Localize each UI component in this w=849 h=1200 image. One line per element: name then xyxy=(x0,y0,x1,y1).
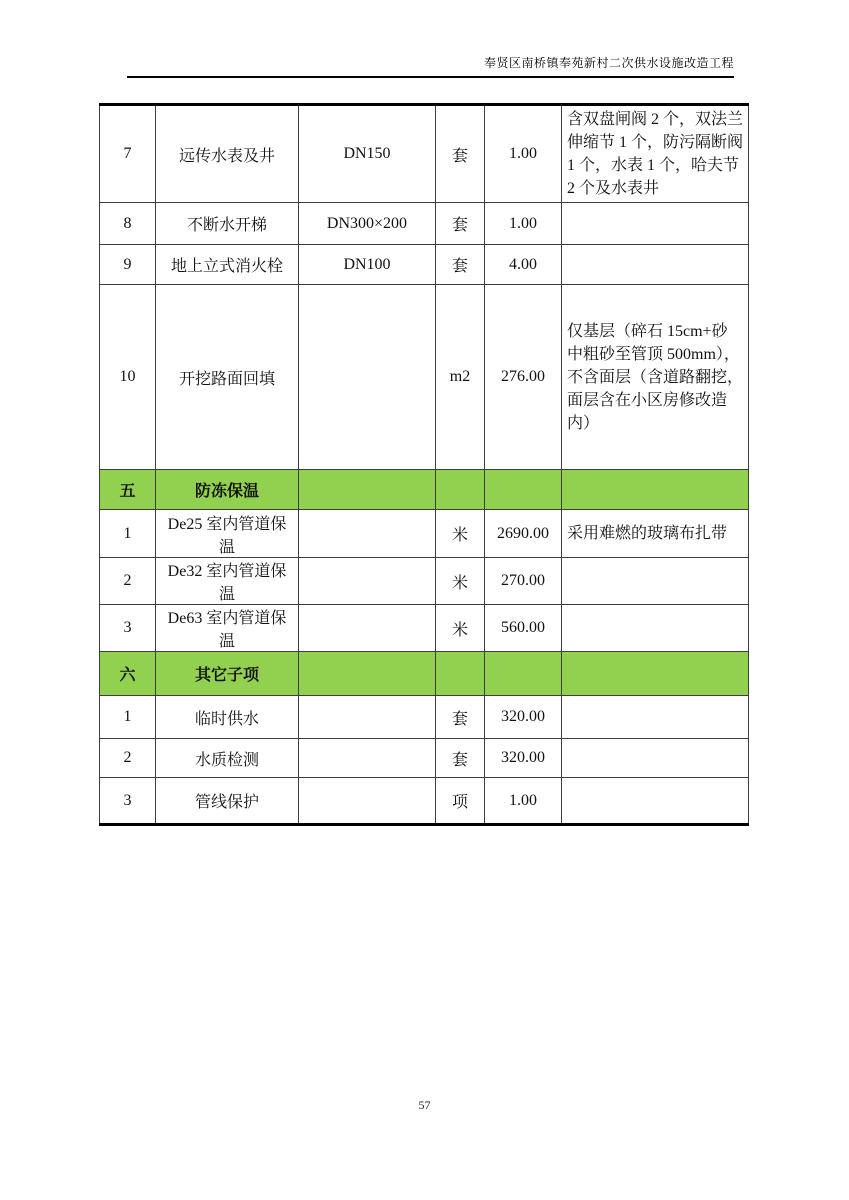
cell-no: 7 xyxy=(100,105,156,203)
cell-name: 开挖路面回填 xyxy=(156,285,299,470)
cell-spec xyxy=(299,285,436,470)
cell-qty: 1.00 xyxy=(485,203,562,245)
cell-remark: 仅基层（碎石 15cm+砂中粗砂至管顶 500mm），不含面层（含道路翻挖，面层含在小区房修改造内） xyxy=(562,285,749,470)
cell-remark xyxy=(562,696,749,739)
cell-remark: 采用难燃的玻璃布扎带 xyxy=(562,510,749,558)
section-cell-remark xyxy=(562,652,749,696)
cell-name: De25 室内管道保温 xyxy=(156,510,299,558)
cell-no: 3 xyxy=(100,778,156,825)
cell-qty: 270.00 xyxy=(485,558,562,605)
cell-unit: 套 xyxy=(436,105,485,203)
cell-no: 1 xyxy=(100,696,156,739)
section-cell-remark xyxy=(562,470,749,510)
section-cell-unit xyxy=(436,652,485,696)
cell-spec xyxy=(299,696,436,739)
cell-remark xyxy=(562,203,749,245)
cell-unit: 项 xyxy=(436,778,485,825)
cell-no: 2 xyxy=(100,739,156,778)
cell-no: 2 xyxy=(100,558,156,605)
table-row xyxy=(100,558,749,605)
cell-remark xyxy=(562,739,749,778)
section-cell-no: 六 xyxy=(100,652,156,696)
cell-name: 远传水表及井 xyxy=(156,105,299,203)
section-cell-qty xyxy=(485,652,562,696)
table-row xyxy=(100,245,749,285)
cell-unit: 套 xyxy=(436,203,485,245)
cell-unit: 套 xyxy=(436,245,485,285)
cell-spec: DN100 xyxy=(299,245,436,285)
cell-spec xyxy=(299,739,436,778)
cell-spec: DN150 xyxy=(299,105,436,203)
cell-spec xyxy=(299,558,436,605)
table-row xyxy=(100,510,749,558)
cell-no: 1 xyxy=(100,510,156,558)
section-cell-name: 其它子项 xyxy=(156,652,299,696)
bill-of-quantities-table xyxy=(99,103,749,826)
cell-name: 地上立式消火栓 xyxy=(156,245,299,285)
cell-no: 9 xyxy=(100,245,156,285)
table-row xyxy=(100,696,749,739)
cell-remark xyxy=(562,778,749,825)
cell-name: 不断水开梯 xyxy=(156,203,299,245)
cell-qty: 320.00 xyxy=(485,739,562,778)
table-row xyxy=(100,739,749,778)
cell-qty: 2690.00 xyxy=(485,510,562,558)
cell-qty: 4.00 xyxy=(485,245,562,285)
section-row xyxy=(100,470,749,510)
table-row xyxy=(100,203,749,245)
table-row xyxy=(100,605,749,652)
cell-unit: 套 xyxy=(436,696,485,739)
section-cell-name: 防冻保温 xyxy=(156,470,299,510)
cell-spec xyxy=(299,778,436,825)
cell-remark xyxy=(562,245,749,285)
section-row xyxy=(100,652,749,696)
page-number: 57 xyxy=(418,1098,431,1112)
cell-qty: 1.00 xyxy=(485,778,562,825)
cell-unit: 米 xyxy=(436,605,485,652)
items-table-body xyxy=(100,105,749,825)
cell-spec: DN300×200 xyxy=(299,203,436,245)
cell-remark xyxy=(562,605,749,652)
section-cell-spec xyxy=(299,470,436,510)
table-row xyxy=(100,105,749,203)
table-row xyxy=(100,778,749,825)
cell-qty: 1.00 xyxy=(485,105,562,203)
section-cell-unit xyxy=(436,470,485,510)
cell-no: 3 xyxy=(100,605,156,652)
cell-name: 水质检测 xyxy=(156,739,299,778)
page-header-title: 奉贤区南桥镇奉苑新村二次供水设施改造工程 xyxy=(127,54,734,78)
cell-unit: 米 xyxy=(436,510,485,558)
cell-remark xyxy=(562,558,749,605)
cell-remark: 含双盘闸阀 2 个，双法兰伸缩节 1 个，防污隔断阀 1 个，水表 1 个，哈夫节 2 个及水表井 xyxy=(562,105,749,203)
cell-qty: 560.00 xyxy=(485,605,562,652)
cell-no: 10 xyxy=(100,285,156,470)
section-cell-spec xyxy=(299,652,436,696)
cell-spec xyxy=(299,605,436,652)
cell-qty: 320.00 xyxy=(485,696,562,739)
cell-unit: 米 xyxy=(436,558,485,605)
cell-no: 8 xyxy=(100,203,156,245)
cell-name: De32 室内管道保温 xyxy=(156,558,299,605)
cell-qty: 276.00 xyxy=(485,285,562,470)
table-row xyxy=(100,285,749,470)
cell-name: De63 室内管道保温 xyxy=(156,605,299,652)
cell-unit: 套 xyxy=(436,739,485,778)
section-cell-no: 五 xyxy=(100,470,156,510)
cell-name: 临时供水 xyxy=(156,696,299,739)
section-cell-qty xyxy=(485,470,562,510)
cell-spec xyxy=(299,510,436,558)
cell-unit: m2 xyxy=(436,285,485,470)
cell-name: 管线保护 xyxy=(156,778,299,825)
